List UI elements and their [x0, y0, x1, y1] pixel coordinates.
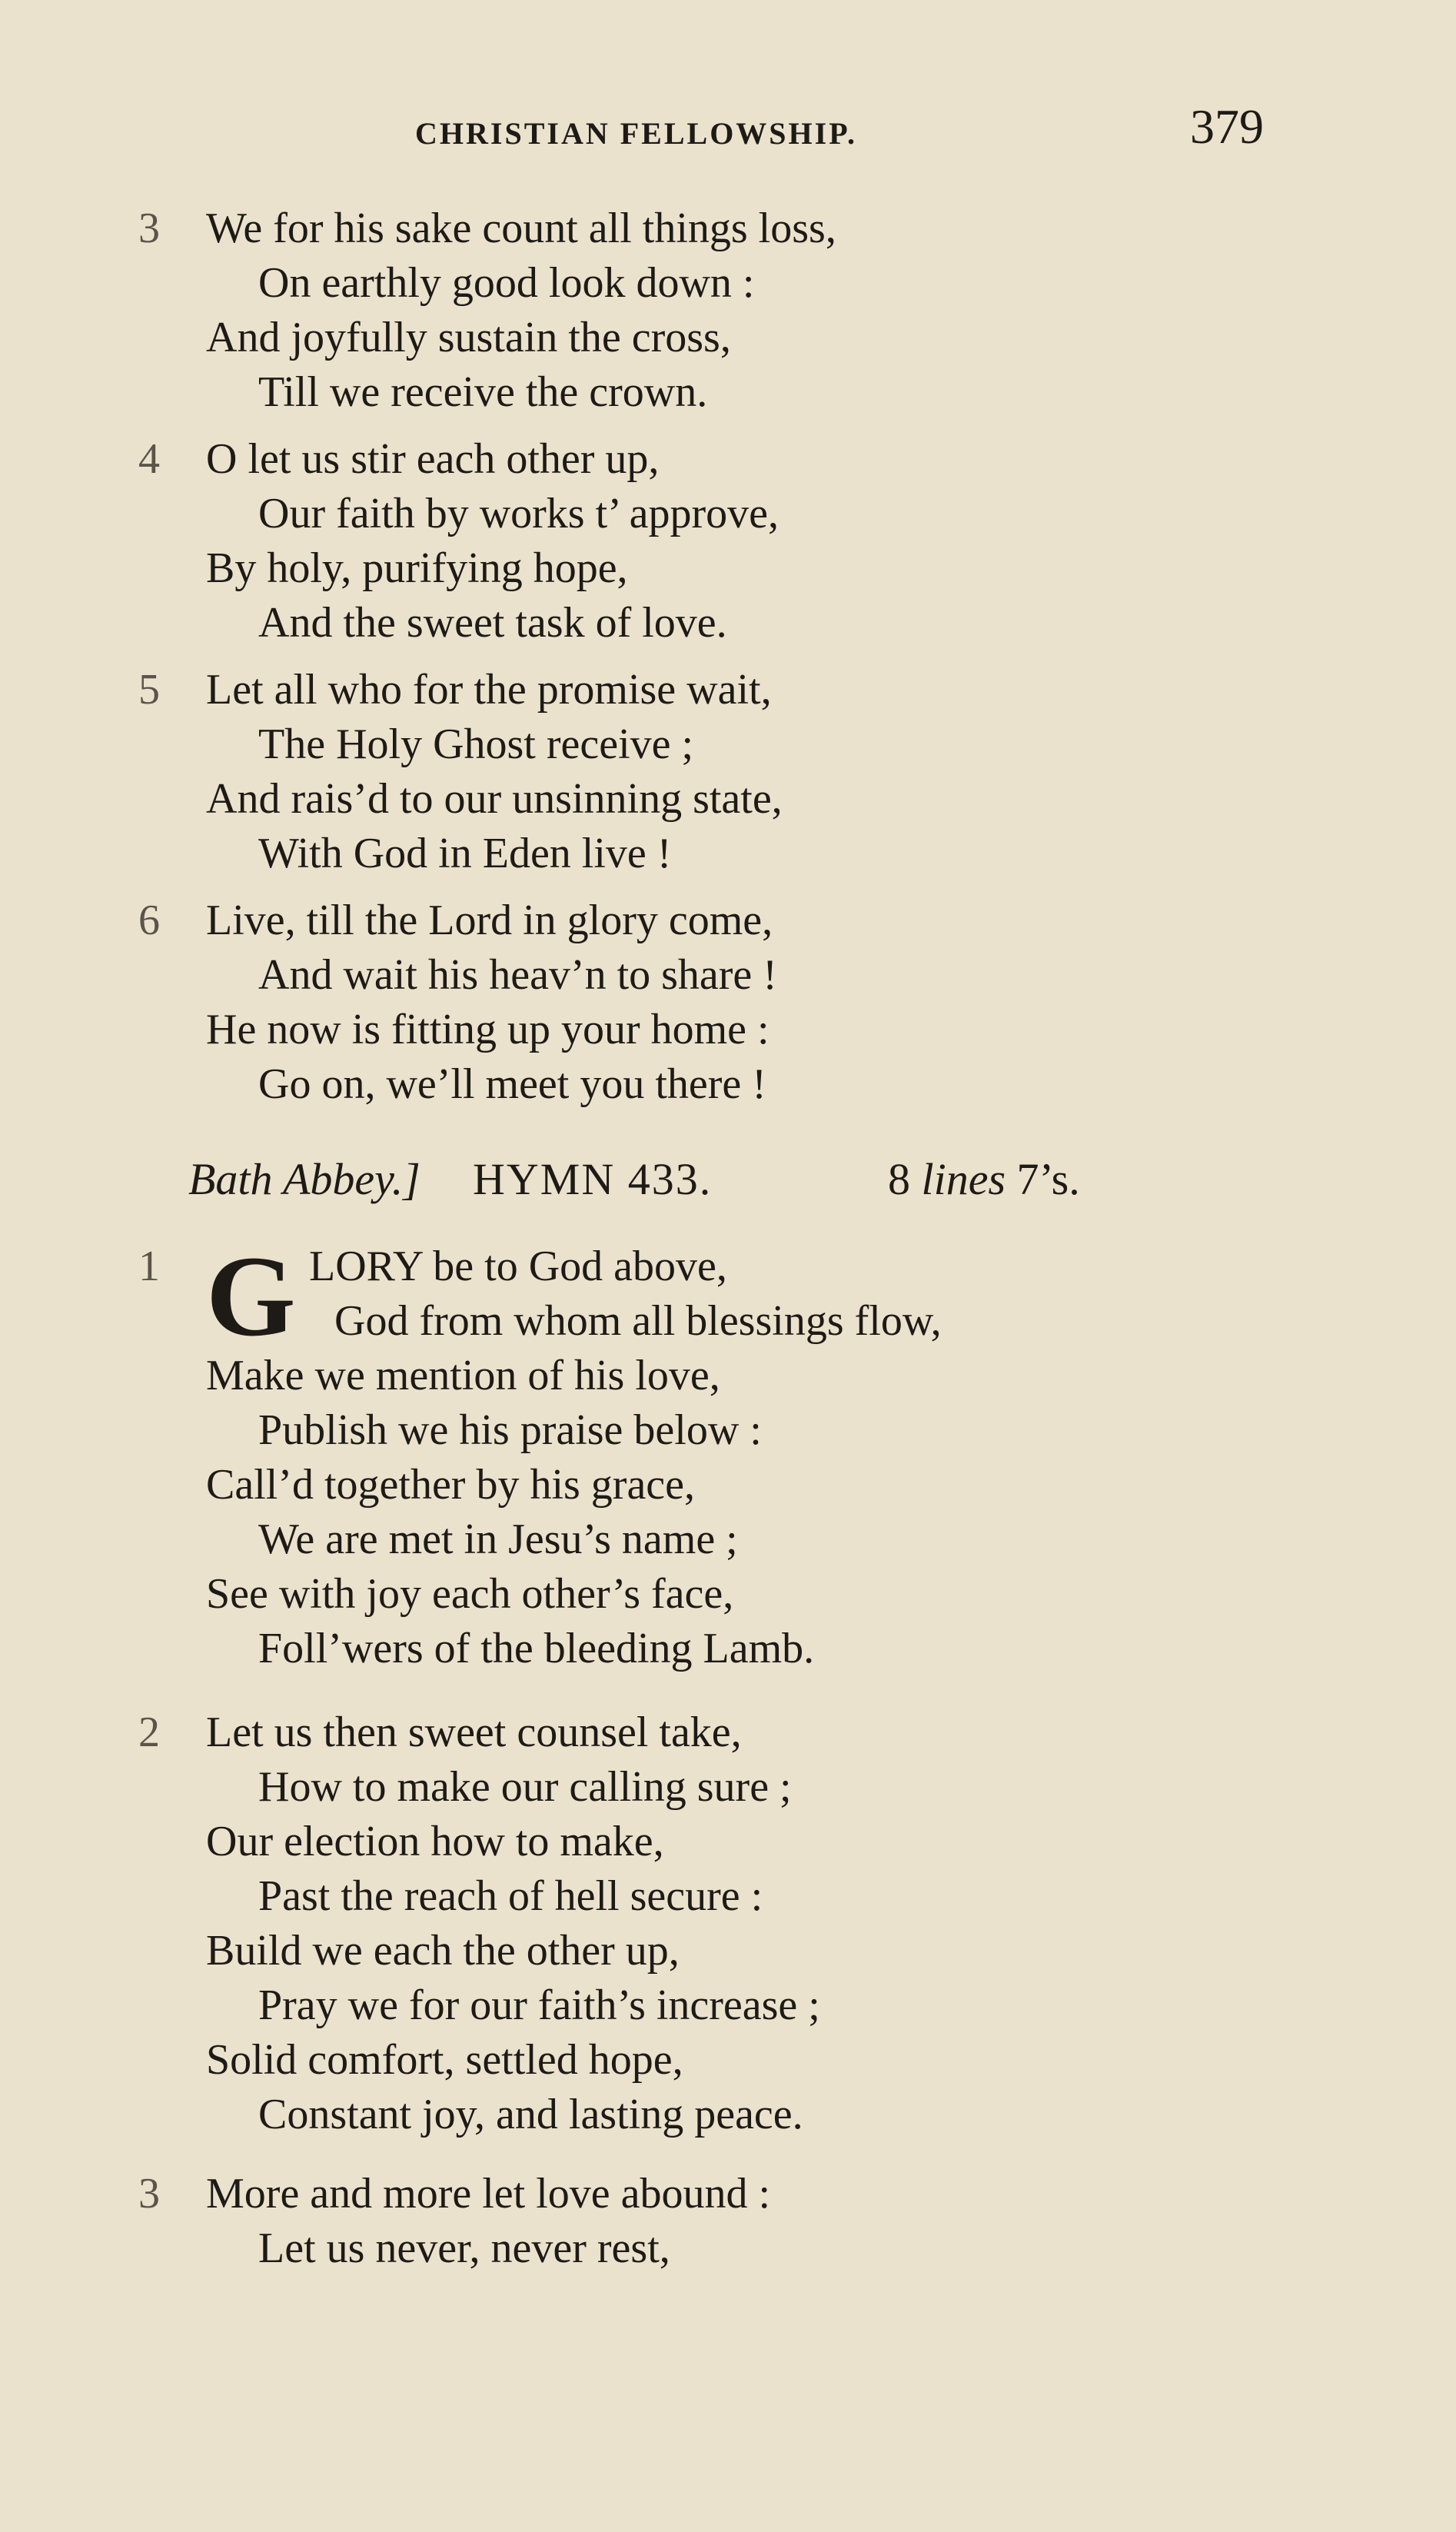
verse-line: Let us never, never rest,: [258, 2224, 670, 2272]
verse-number: 1: [138, 1243, 160, 1290]
verse-number: 2: [138, 1709, 160, 1756]
meter-type: 7’s.: [1016, 1154, 1080, 1204]
verse-line: Constant joy, and lasting peace.: [258, 2091, 803, 2138]
verse-number: 6: [138, 897, 160, 944]
verse-number: 4: [138, 435, 160, 483]
verse-number: 5: [138, 666, 160, 714]
hymn-meter: [888, 1153, 1080, 1205]
verse-line: Pray we for our faith’s increase ;: [258, 1981, 820, 2029]
tune-name: Bath Abbey.]: [188, 1154, 421, 1204]
verse-line: Build we each the other up,: [206, 1927, 680, 1975]
stanza-3: [138, 201, 1338, 420]
meter-lines: lines: [921, 1154, 1006, 1204]
verse-line: On earthly good look down :: [258, 259, 755, 307]
stanza-4: [138, 432, 1338, 650]
verse-line: And rais’d to our unsinning state,: [206, 775, 783, 823]
verse-line: With God in Eden live !: [258, 830, 672, 877]
verse-line: Our faith by works t’ approve,: [258, 490, 780, 537]
drop-cap: G: [206, 1233, 296, 1360]
verse-line: And joyfully sustain the cross,: [206, 314, 731, 361]
hymn-number: HYMN 433.: [473, 1154, 713, 1204]
verse-line: We are met in Jesu’s name ;: [258, 1516, 738, 1563]
verse-line: Past the reach of hell secure :: [258, 1872, 763, 1920]
hymn-stanza-2: [138, 1705, 1338, 2142]
stanza-5: [138, 663, 1338, 881]
stanza-6: [138, 893, 1338, 1112]
verse-line: Till we receive the crown.: [258, 368, 708, 416]
verse-line: Let all who for the promise wait,: [206, 666, 772, 714]
verse-line: Solid comfort, settled hope,: [206, 2036, 683, 2084]
verse-line: Our election how to make,: [206, 1818, 664, 1865]
verse-line: The Holy Ghost receive ;: [258, 720, 694, 768]
verse-line: Go on, we’ll meet you there !: [258, 1060, 766, 1108]
verse-line: How to make our calling sure ;: [258, 1763, 792, 1811]
verse-number: 3: [138, 205, 160, 252]
verse-line: God from whom all blessings flow,: [334, 1297, 942, 1345]
verse-line: Foll’wers of the bleeding Lamb.: [258, 1625, 815, 1672]
verse-line: Make we mention of his love,: [206, 1352, 720, 1399]
verse-line: More and more let love abound :: [206, 2170, 771, 2218]
verse-line: And the sweet task of love.: [258, 599, 727, 647]
verse-line: By holy, purifying hope,: [206, 544, 628, 592]
running-title: CHRISTIAN FELLOWSHIP.: [415, 116, 857, 151]
verse-line: LORY be to God above,: [309, 1243, 727, 1290]
verse-line: And wait his heav’n to share !: [258, 951, 777, 999]
verse-line: Let us then sweet counsel take,: [206, 1709, 742, 1756]
verse-line: See with joy each other’s face,: [206, 1570, 734, 1618]
verse-line: Call’d together by his grace,: [206, 1461, 696, 1509]
verse-line: O let us stir each other up,: [206, 435, 660, 483]
page-number: 379: [1190, 99, 1264, 154]
verse-line: We for his sake count all things loss,: [206, 205, 836, 252]
verse-number: 3: [138, 2170, 160, 2218]
verse-line: Live, till the Lord in glory come,: [206, 897, 773, 944]
hymn-stanza-1: [138, 1233, 1338, 1676]
hymn-heading: [188, 1153, 1357, 1215]
hymn-stanza-3: [138, 2167, 1338, 2276]
verse-line: He now is fitting up your home :: [206, 1006, 770, 1053]
verse-line: Publish we his praise below :: [258, 1406, 762, 1454]
meter-count: 8: [888, 1154, 910, 1204]
